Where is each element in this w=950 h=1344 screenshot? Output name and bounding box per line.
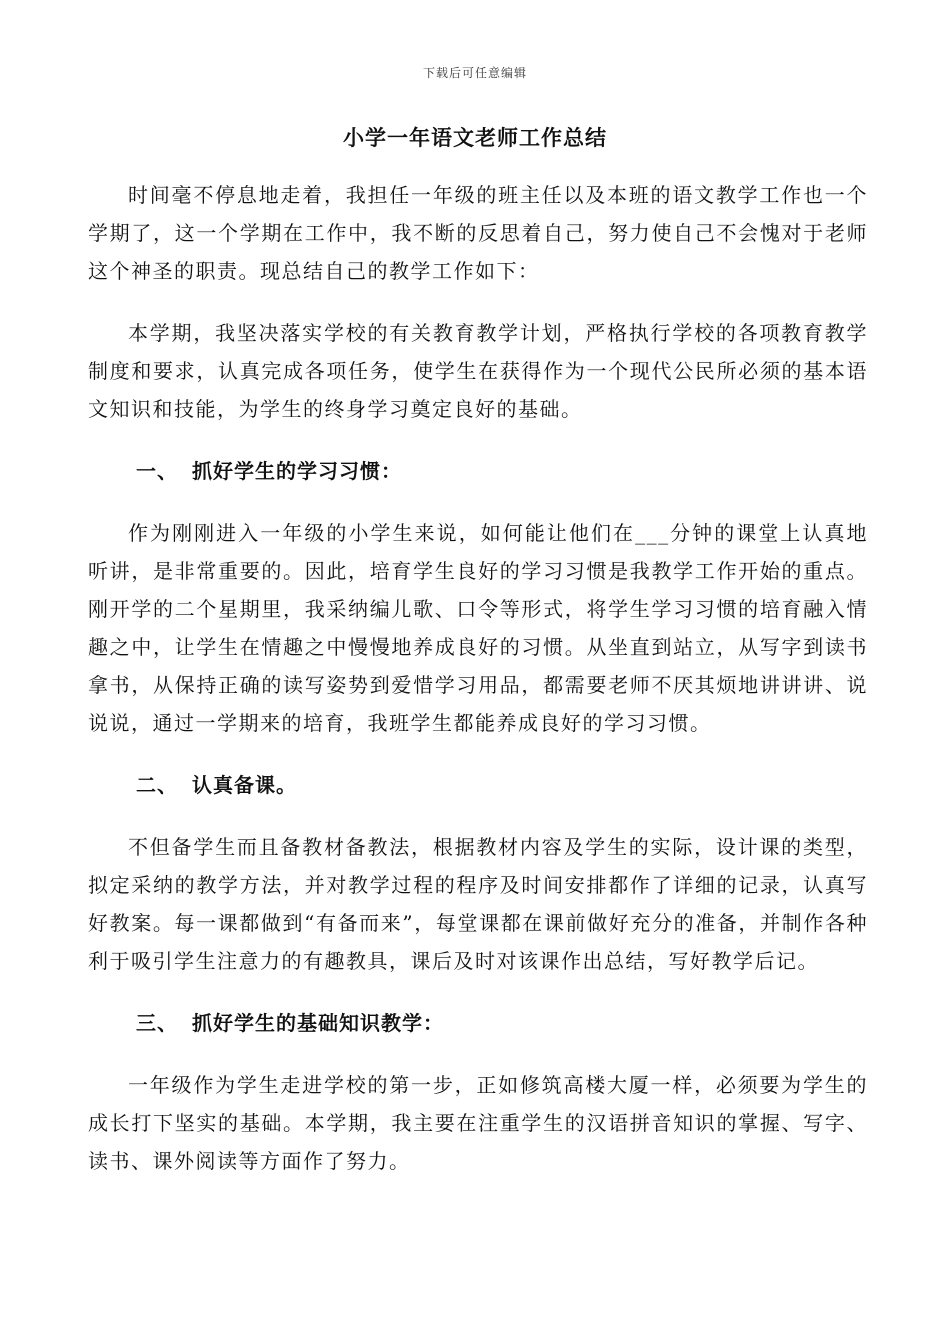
section-heading-1-number: 一、: [136, 459, 178, 483]
paragraph-basics: 一年级作为学生走进学校的第一步，正如修筑高楼大厦一样，必须要为学生的成长打下坚实的基础。本学期，我主要在注重学生的汉语拼音知识的掌握、写字、读书、课外阅读等方面作了努力。: [88, 1073, 868, 1173]
section-heading-1: [88, 452, 868, 490]
section-heading-2-text: 认真备课。: [192, 773, 297, 797]
header-note: 下载后可任意编辑: [422, 66, 527, 80]
section-heading-3-number: 三、: [136, 1011, 178, 1035]
section-heading-1-text: 抓好学生的学习习惯：: [192, 459, 402, 483]
section-heading-2-number: 二、: [136, 773, 178, 797]
paragraph-intro: 时间毫不停息地走着，我担任一年级的班主任以及本班的语文教学工作也一个学期了，这一个学期在工作中，我不断的反思着自己，努力使自己不会愧对于老师这个神圣的职责。现总结自己的教学工作如下：: [88, 183, 868, 283]
section-heading-2: [88, 766, 868, 804]
paragraph-habits: 作为刚刚进入一年级的小学生来说，如何能让他们在___分钟的课堂上认真地听讲，是非常重要的。因此，培育学生良好的学习习惯是我教学工作开始的重点。刚开学的二个星期里，我采纳编儿歌、口令等形式，将学生学习习惯的培育融入情趣之中，让学生在情趣之中慢慢地养成良好的习惯。从坐直到站立，从写字到读书拿书，从保持正确的读写姿势到爱惜学习用品，都需要老师不厌其烦地讲讲讲、说说说，通过一学期来的培育，我班学生都能养成良好的学习习惯。: [88, 521, 868, 735]
section-heading-3: [88, 1004, 868, 1042]
section-heading-3-text: 抓好学生的基础知识教学：: [192, 1011, 444, 1035]
document-title: 小学一年语文老师工作总结: [343, 125, 607, 150]
paragraph-lesson-prep: 不但备学生而且备教材备教法，根据教材内容及学生的实际，设计课的类型，拟定采纳的教学方法，并对教学过程的程序及时间安排都作了详细的记录，认真写好教案。每一课都做到“有备而来”，每堂课都在课前做好充分的准备，并制作各种利于吸引学生注意力的有趣教具，课后及时对该课作出总结，写好教学后记。: [88, 835, 868, 973]
document-body: [88, 176, 868, 1204]
paragraph-plan: 本学期，我坚决落实学校的有关教育教学计划，严格执行学校的各项教育教学制度和要求，认真完成各项任务，使学生在获得作为一个现代公民所必须的基本语文知识和技能，为学生的终身学习奠定良好的基础。: [88, 321, 868, 421]
